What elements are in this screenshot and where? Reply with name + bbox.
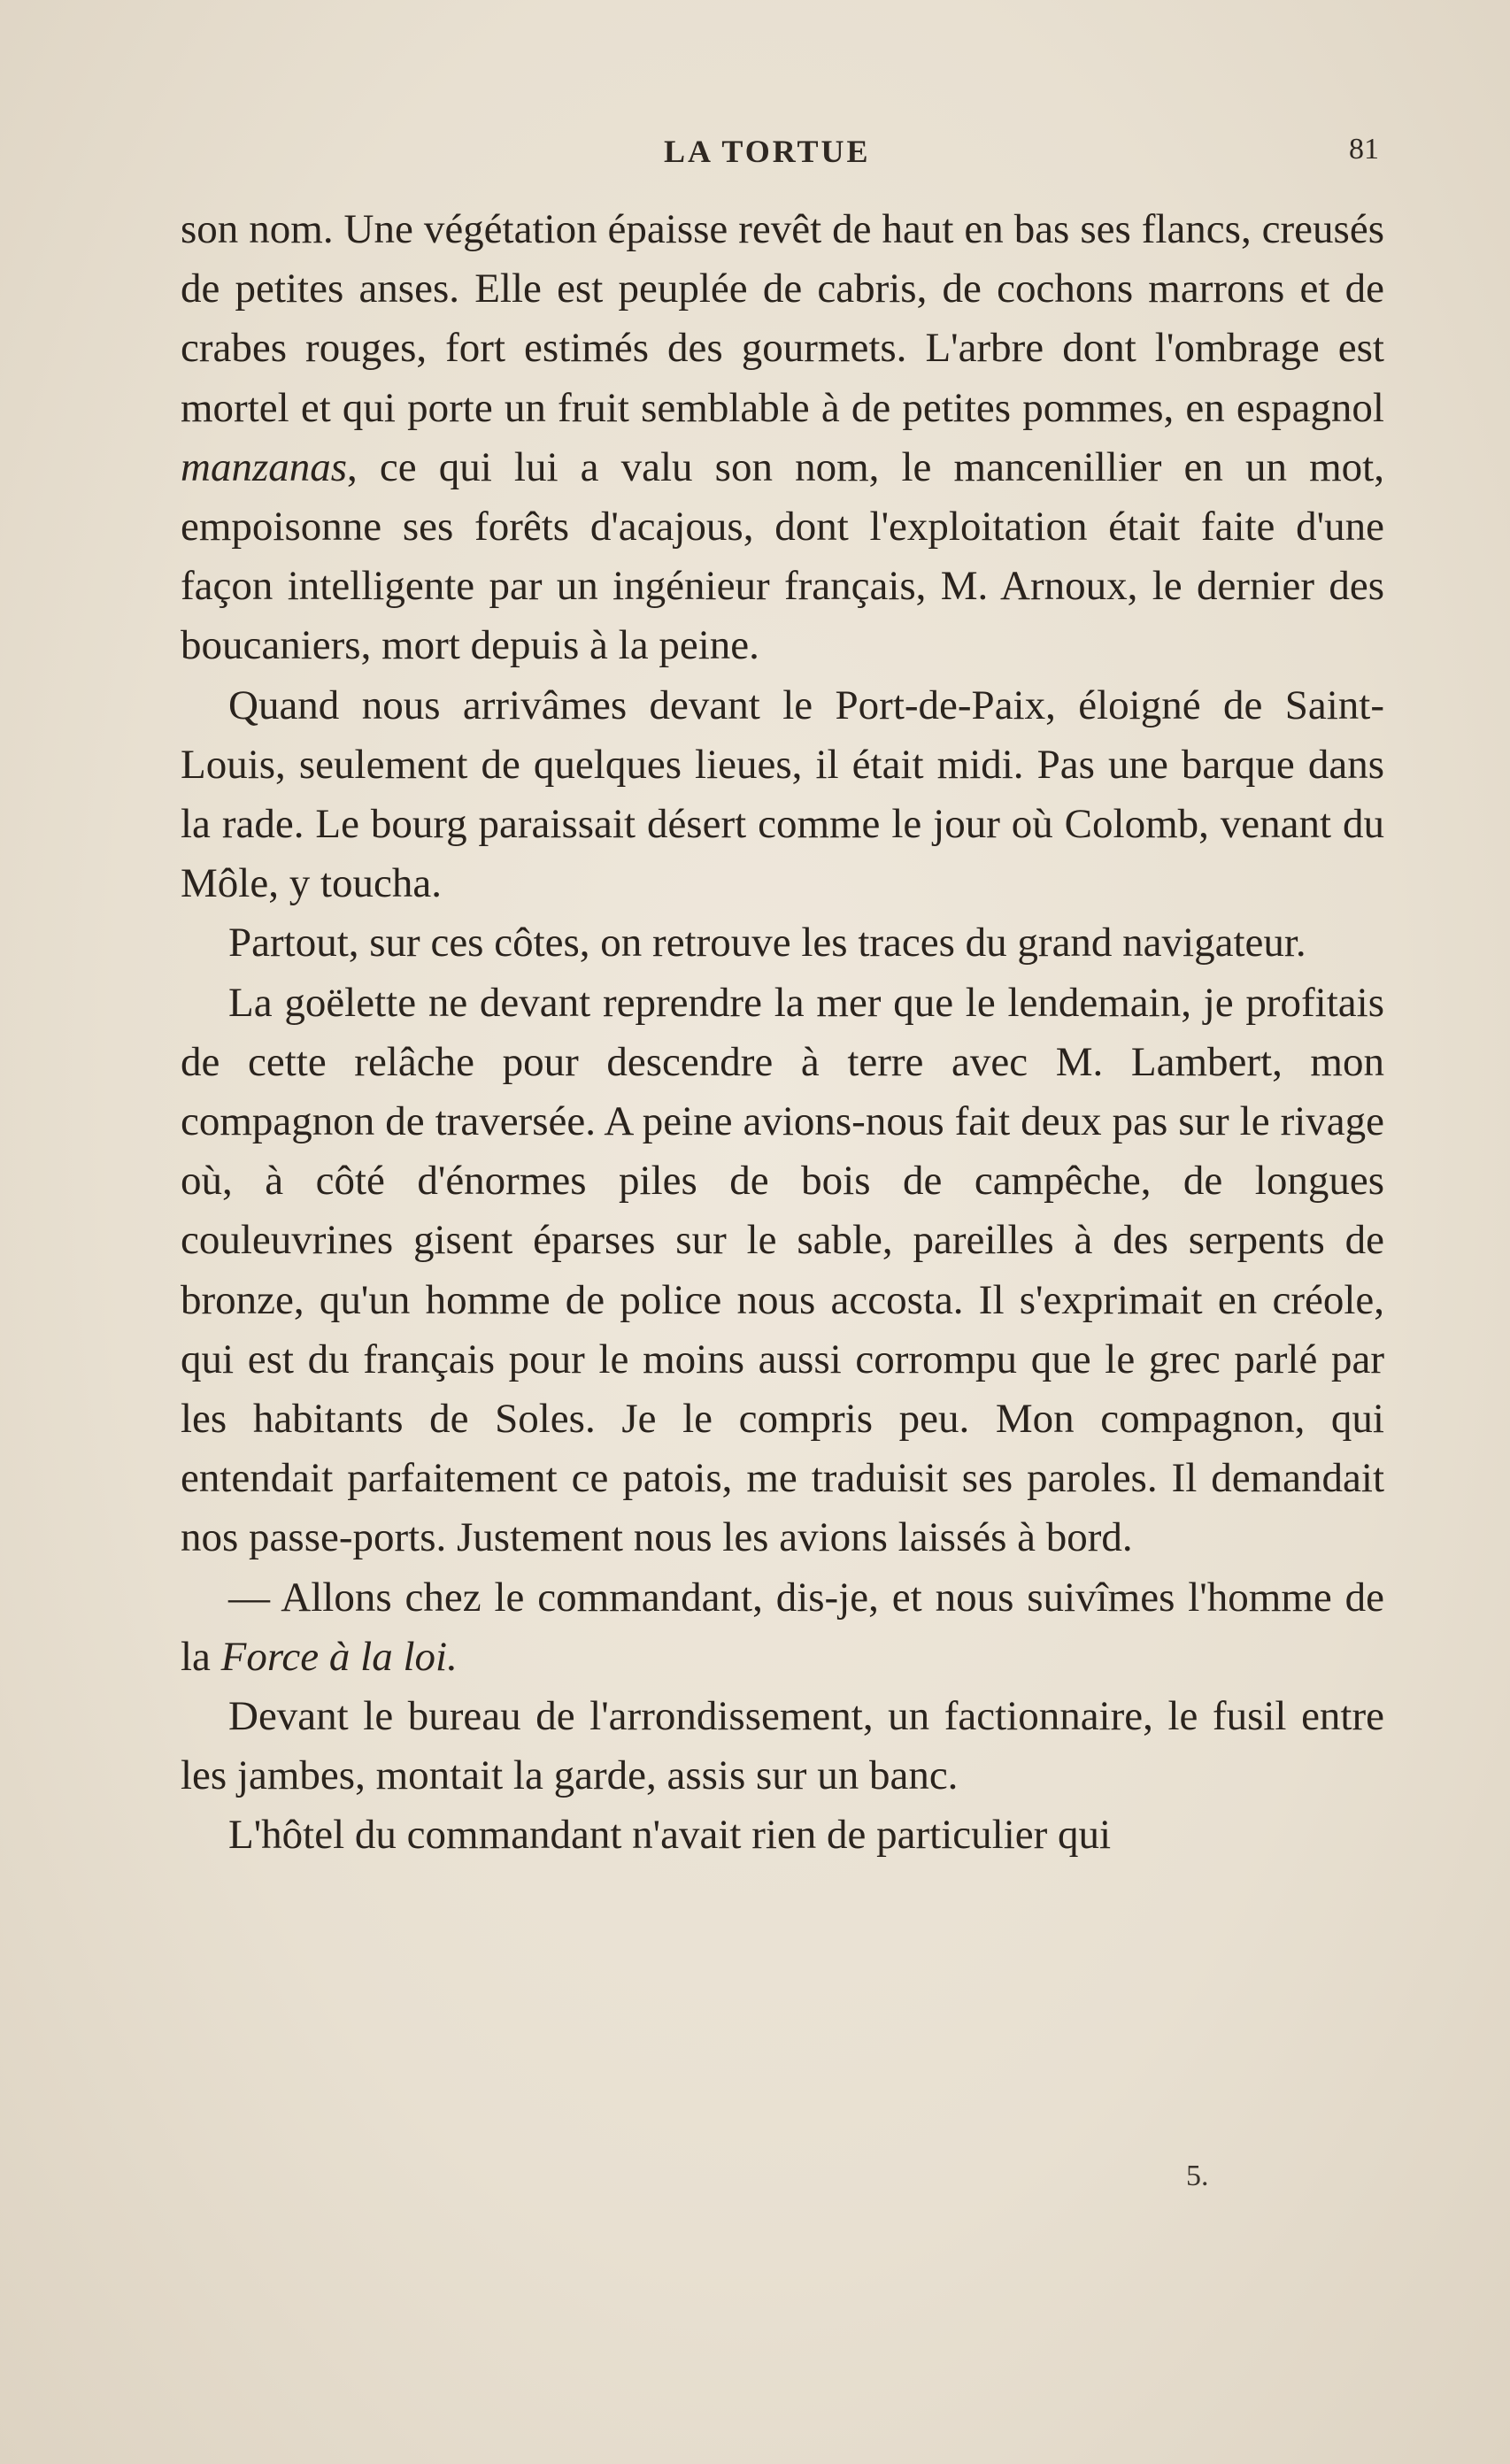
text-run: Devant le bureau de l'arrondissement, un factionnaire, le fusil entre les jambes, montait la garde, assis sur un banc. — [181, 1693, 1384, 1799]
paragraph-1 — [181, 200, 1384, 676]
paragraph-3 — [181, 913, 1384, 973]
running-head — [0, 133, 1510, 177]
text-run: , ce qui lui a valu son nom, le mancenillier en un mot, empoisonne ses forêts d'acajous, dont l'exploitation était faite d'une façon intelligente par un ingénieur français, M. Arnoux, le dernier des boucaniers, mort depuis à la peine. — [181, 443, 1384, 669]
italic-run: Force à la loi. — [220, 1633, 458, 1680]
running-head-title: LA TORTUE — [664, 134, 871, 169]
text-run: Quand nous arrivâmes devant le Port-de-Paix, éloigné de Saint-Louis, seulement de quelques lieues, il était midi. Pas une barque dans la rade. Le bourg paraissait désert comme le jour où Colomb, venant du Môle, y toucha. — [181, 681, 1384, 907]
body-text — [181, 200, 1384, 1866]
page-number: 81 — [1349, 133, 1379, 166]
text-run: L'hôtel du commandant n'avait rien de particulier qui — [228, 1812, 1112, 1859]
signature-mark: 5. — [1186, 2160, 1209, 2192]
italic-run: manzanas — [181, 443, 348, 490]
text-run: La goëlette ne devant reprendre la mer que le lendemain, je profitais de cette relâche pour descendre à terre avec M. Lambert, mon compagnon de traversée. A peine avions-nous fait deux pas sur le rivage où, à côté d'énormes piles de bois de campêche, de longues couleuvrines gisent éparses sur le sable, pareilles à des serpents de bronze, qu'un homme de police nous accosta. Il s'exprimait en créole, qui est du français pour le moins aussi corrompu que le grec parlé par les habitants de Soles. Je le compris peu. Mon compagnon, qui entendait parfaitement ce patois, me traduisit ses paroles. Il demandait nos passe-ports. Justement nous les avions laissés à bord. — [181, 979, 1384, 1561]
text-run: — Allons chez le commandant, dis-je, et nous suivîmes l'homme de la — [181, 1574, 1384, 1680]
paragraph-7 — [181, 1806, 1384, 1865]
paragraph-4 — [181, 974, 1384, 1568]
paragraph-5 — [181, 1568, 1384, 1687]
text-run: Partout, sur ces côtes, on retrouve les traces du grand navigateur. — [228, 920, 1306, 966]
paragraph-6 — [181, 1687, 1384, 1806]
paragraph-2 — [181, 676, 1384, 914]
text-run: son nom. Une végétation épaisse revêt de haut en bas ses flancs, creusés de petites anses. Elle est peuplée de cabris, de cochons marrons et de crabes rouges, fort estimés des gourmets. L'arbre dont l'ombrage est mortel et qui porte un fruit semblable à de petites pommes, en espagnol — [181, 206, 1384, 431]
